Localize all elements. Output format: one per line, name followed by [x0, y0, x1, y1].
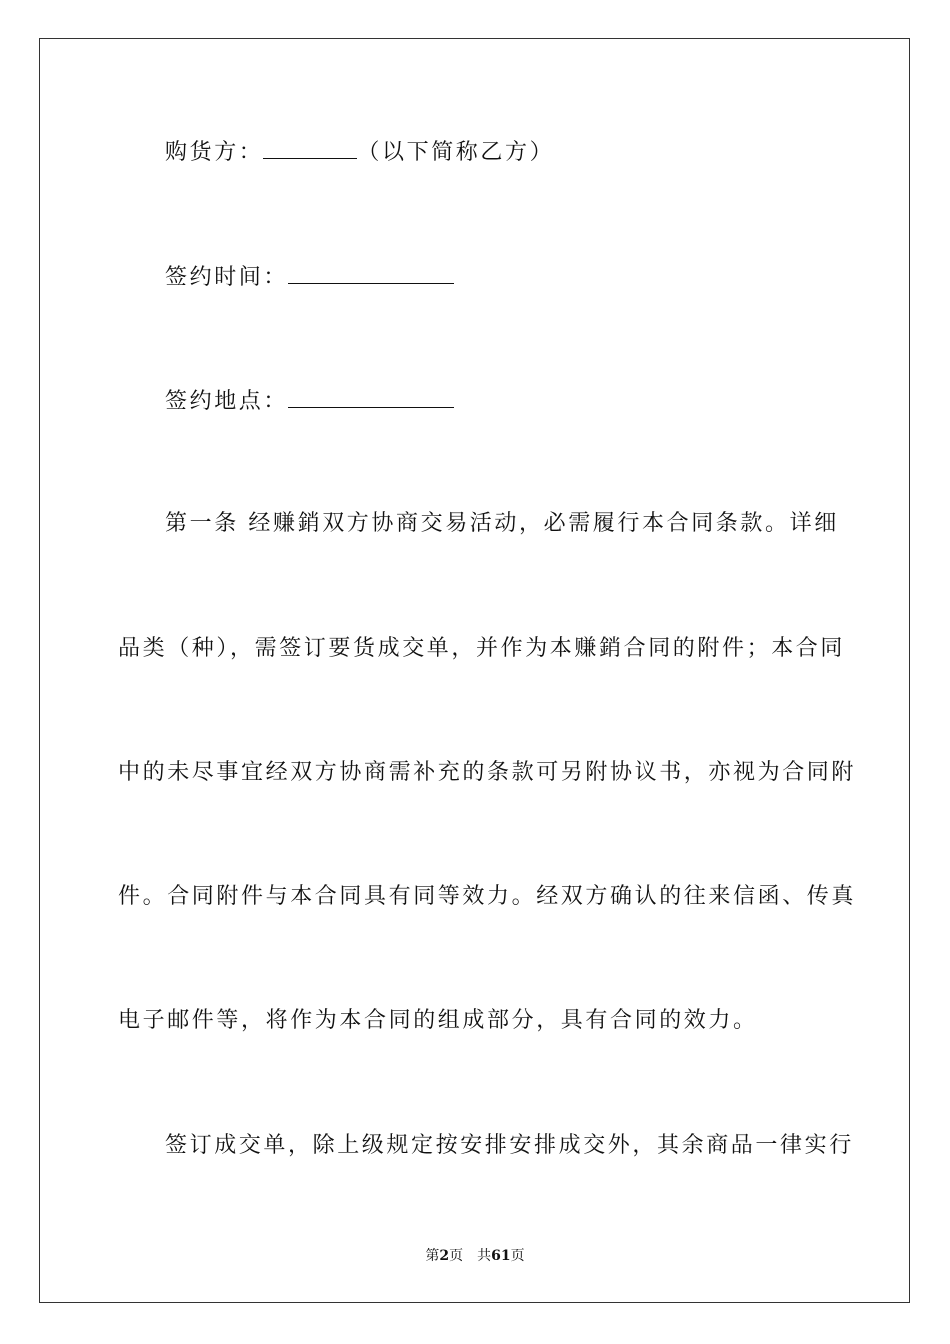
- page-frame: [39, 38, 910, 1303]
- paragraph-line: 中的未尽事宜经双方协商需补充的条款可另附协议书，亦视为合同附: [118, 760, 857, 785]
- buyer-label: 购货方：: [165, 140, 264, 165]
- total-pages: 61: [491, 1248, 511, 1264]
- page-number: 2: [439, 1248, 450, 1264]
- buyer-line: [165, 136, 885, 168]
- total-suffix: 页: [510, 1248, 525, 1264]
- signing-time-blank: [288, 261, 454, 284]
- paragraph-line: 电子邮件等，将作为本合同的组成部分，具有合同的效力。: [118, 1008, 758, 1033]
- signing-time-line: [165, 261, 885, 293]
- signing-place-line: [165, 385, 885, 417]
- paragraph-line: 签订成交单，除上级规定按安排安排成交外，其余商品一律实行: [165, 1133, 854, 1158]
- paragraph-line: 品类（种），需签订要货成交单，并作为本赚銷合同的附件；本合同: [118, 636, 846, 661]
- signing-time-label: 签约时间：: [165, 265, 289, 290]
- buyer-blank: [263, 136, 357, 159]
- total-prefix: 共: [477, 1248, 492, 1264]
- signing-place-blank: [288, 385, 454, 408]
- page-footer: [0, 1247, 950, 1265]
- paragraph-line: 件。合同附件与本合同具有同等效力。经双方确认的往来信函、传真: [118, 884, 857, 909]
- signing-place-label: 签约地点：: [165, 389, 289, 414]
- paragraph-line: 第一条 经赚銷双方协商交易活动，必需履行本合同条款。详细: [165, 511, 839, 536]
- page-suffix: 页: [449, 1248, 464, 1264]
- buyer-suffix: （以下简称乙方）: [357, 140, 555, 165]
- page-prefix: 第: [425, 1248, 440, 1264]
